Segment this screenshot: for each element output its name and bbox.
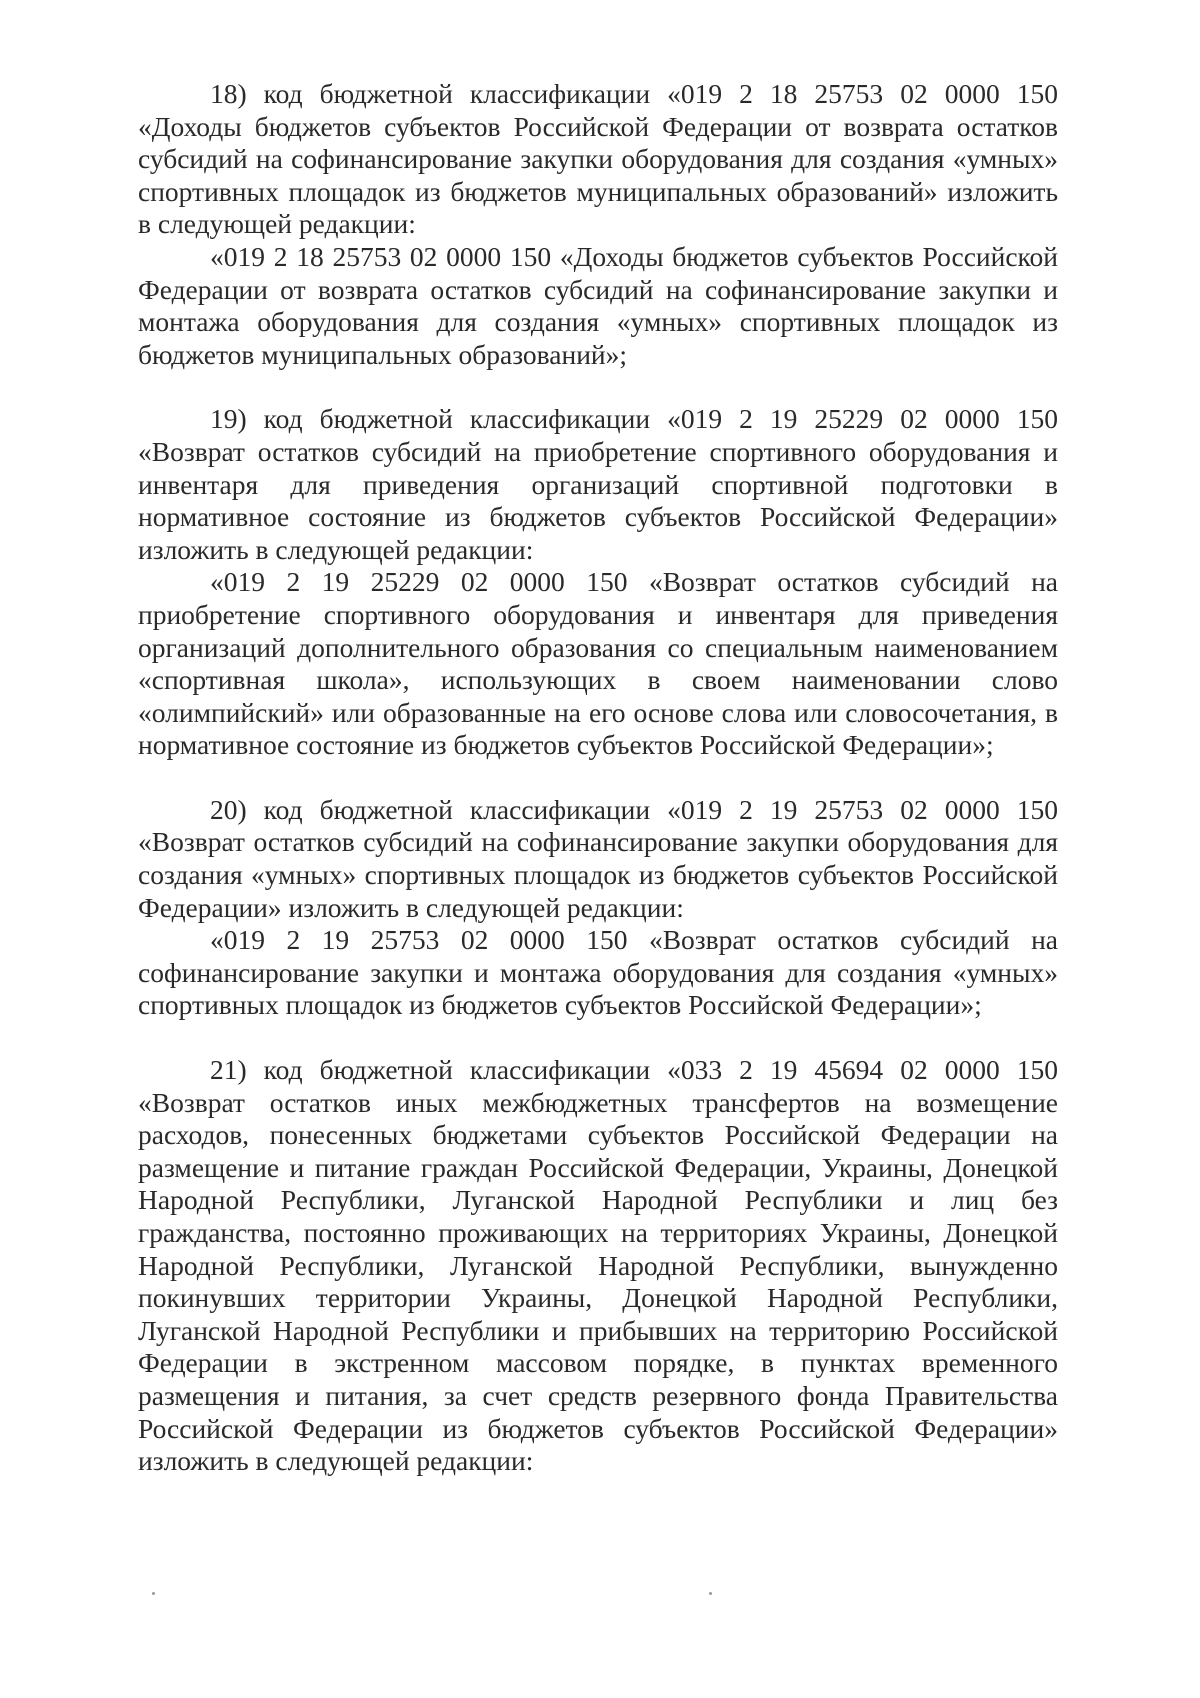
item-21-heading: 21) код бюджетной классификации «033 2 19 45694 02 0000 150 «Возврат остатков иных межбюджетных трансфертов на возмещение расходов, понесенных бюджетами субъектов Российской Федерации на размещение и питание граждан Российской Федерации, Украины, Донецкой Народной Республики, Луганской Народной Республики и лиц без гражданства, постоянно проживающих на территориях Украины, Донецкой Народной Республики, Луганской Народной Республики, вынужденно покинувших территории Украины, Донецкой Народной Республики, Луганской Народной Республики и прибывших на территорию Российской Федерации в экстренном массовом порядке, в пунктах временного размещения и питания, за счет средств резервного фонда Правительства Российской Федерации из бюджетов субъектов Российской Федерации» изложить в следующей редакции: [138, 1054, 1058, 1477]
item-19-heading: 19) код бюджетной классификации «019 2 19 25229 02 0000 150 «Возврат остатков субсидий на приобретение спортивного оборудования и инвентаря для приведения организаций спортивной подготовки в нормативное состояние из бюджетов субъектов Российской Федерации» изложить в следующей редакции: [138, 403, 1058, 565]
document-body [138, 78, 1058, 1478]
paragraph-spacer [138, 371, 1058, 403]
item-20-heading: 20) код бюджетной классификации «019 2 19 25753 02 0000 150 «Возврат остатков субсидий на софинансирование закупки оборудования для создания «умных» спортивных площадок из бюджетов субъектов Российской Федерации» изложить в следующей редакции: [138, 793, 1058, 923]
scan-speck-left [152, 1592, 155, 1595]
paragraph-spacer [138, 762, 1058, 794]
item-19-replacement: «019 2 19 25229 02 0000 150 «Возврат остатков субсидий на приобретение спортивного оборудования и инвентаря для приведения организаций дополнительного образования со специальным наименованием «спортивная школа», использующих в своем наименовании слово «олимпийский» или образованные на его основе слова или словосочетания, в нормативное состояние из бюджетов субъектов Российской Федерации»; [138, 566, 1058, 761]
item-18-replacement: «019 2 18 25753 02 0000 150 «Доходы бюджетов субъектов Российской Федерации от возврата остатков субсидий на софинансирование закупки и монтажа оборудования для создания «умных» спортивных площадок из бюджетов муниципальных образований»; [138, 240, 1058, 370]
item-20-replacement: «019 2 19 25753 02 0000 150 «Возврат остатков субсидий на софинансирование закупки и монтажа оборудования для создания «умных» спортивных площадок из бюджетов субъектов Российской Федерации»; [138, 924, 1058, 1021]
scan-speck-center [709, 1592, 712, 1595]
item-18-heading: 18) код бюджетной классификации «019 2 18 25753 02 0000 150 «Доходы бюджетов субъектов Российской Федерации от возврата остатков субсидий на софинансирование закупки оборудования для создания «умных» спортивных площадок из бюджетов муниципальных образований» изложить в следующей редакции: [138, 78, 1058, 240]
paragraph-spacer [138, 1022, 1058, 1054]
